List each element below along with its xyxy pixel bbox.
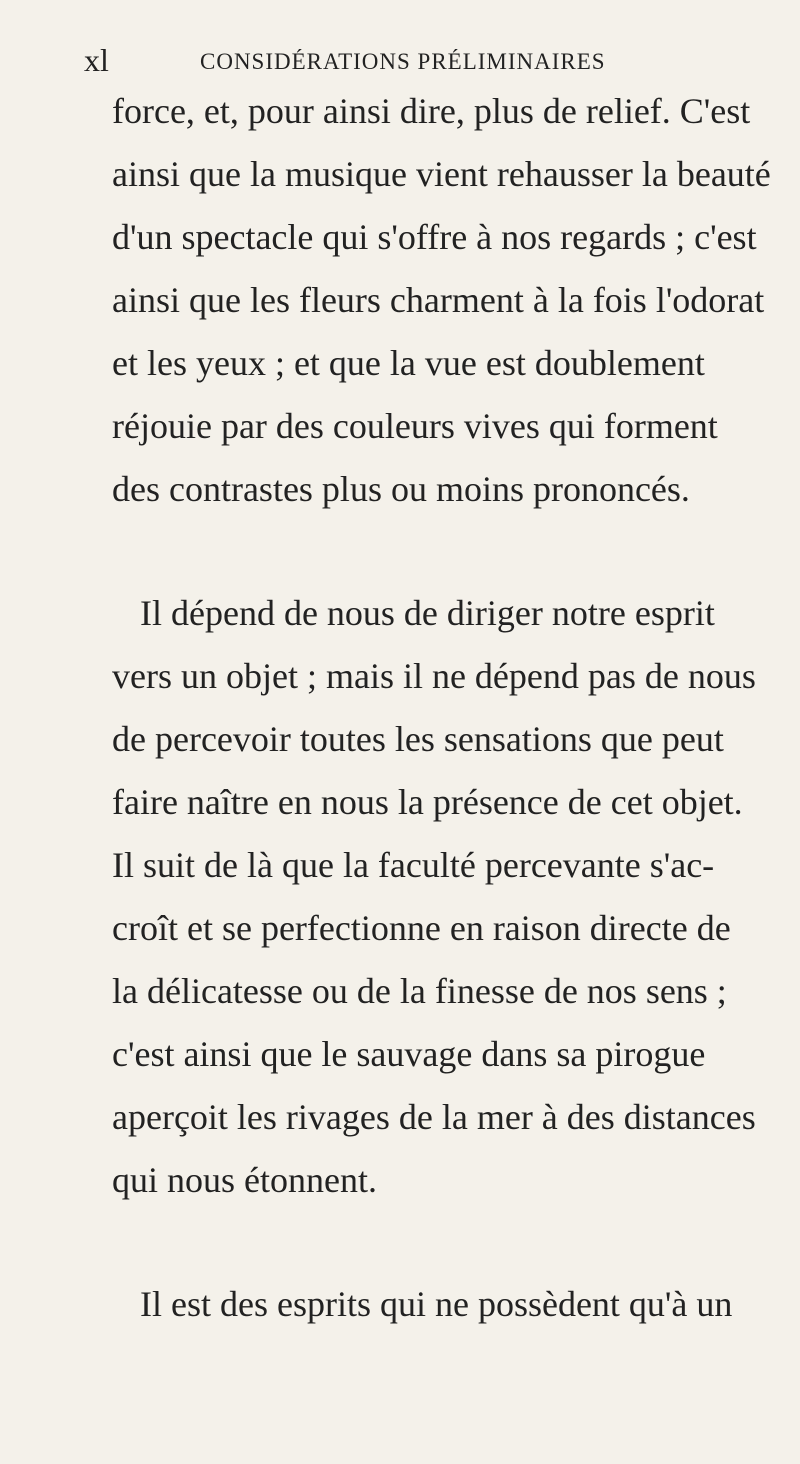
text-line: Il est des esprits qui ne possèdent qu'à un [140, 1284, 733, 1324]
text-line: ainsi que les fleurs charment à la fois l'odorat [112, 280, 765, 320]
paragraph-3 [112, 1273, 752, 1336]
text-line: croît et se perfectionne en raison directe de [112, 908, 731, 948]
paragraph-spacer [112, 1212, 752, 1273]
text-line: des contrastes plus ou moins prononcés. [112, 469, 690, 509]
text-line: vers un objet ; mais il ne dépend pas de nous [112, 656, 756, 696]
text-line: la délicatesse ou de la finesse de nos sens ; [112, 971, 727, 1011]
text-line: réjouie par des couleurs vives qui forment [112, 406, 718, 446]
page-number: xl [84, 42, 109, 78]
text-line: Il dépend de nous de diriger notre esprit [140, 593, 715, 633]
text-line: force, et, pour ainsi dire, plus de relief. C'est [112, 91, 751, 131]
text-line: qui nous étonnent. [112, 1160, 377, 1200]
page-header [0, 40, 800, 80]
paragraph-spacer [112, 521, 752, 582]
text-line: et les yeux ; et que la vue est doublement [112, 343, 705, 383]
text-line: faire naître en nous la présence de cet objet. [112, 782, 743, 822]
text-line: aperçoit les rivages de la mer à des distances [112, 1097, 756, 1137]
text-line: ainsi que la musique vient rehausser la beauté [112, 154, 771, 194]
text-line: de percevoir toutes les sensations que peut [112, 719, 724, 759]
paragraph-2 [112, 582, 756, 1212]
text-line: Il suit de là que la faculté percevante s'ac- [112, 845, 715, 885]
text-line: d'un spectacle qui s'offre à nos regards ; c'est [112, 217, 757, 257]
text-body [112, 80, 771, 1336]
text-line: c'est ainsi que le sauvage dans sa pirogue [112, 1034, 706, 1074]
paragraph-1 [112, 80, 771, 521]
running-head: CONSIDÉRATIONS PRÉLIMINAIRES [200, 49, 606, 74]
